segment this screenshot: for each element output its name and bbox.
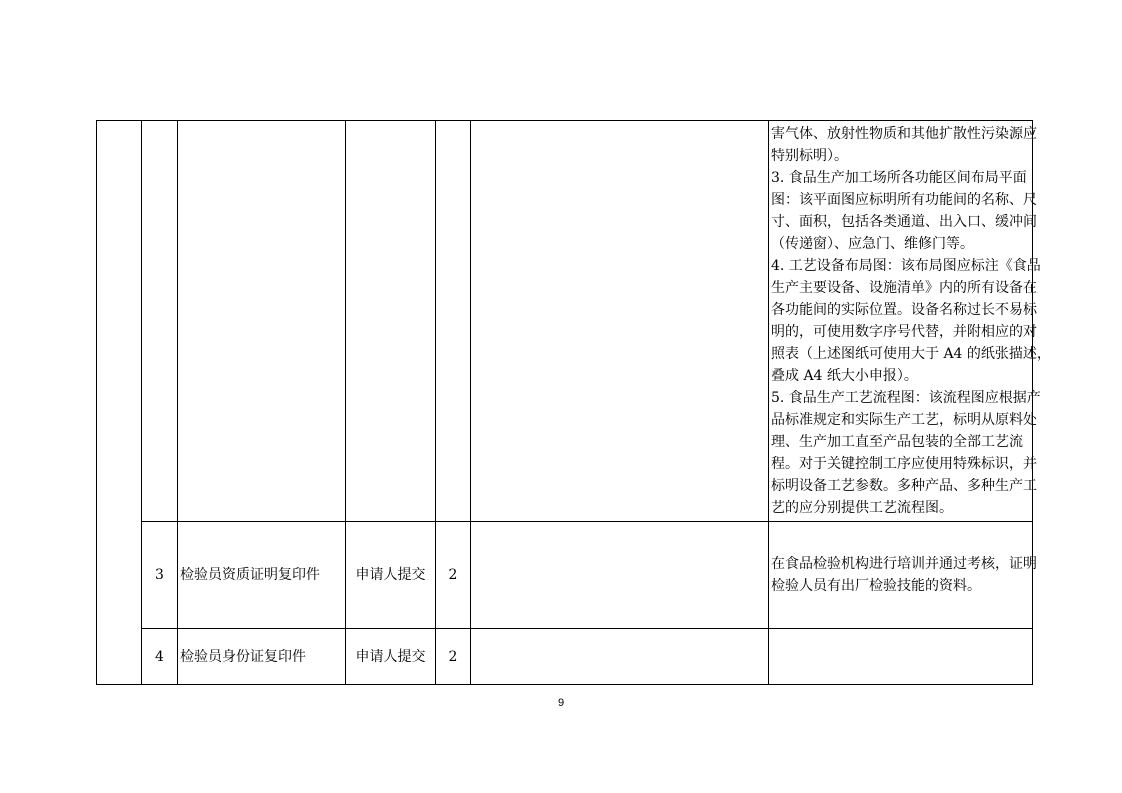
requirement-cell (769, 629, 1033, 685)
requirement-line: 叠成 A4 纸大小申报）。 (771, 368, 918, 384)
table-row (97, 522, 1033, 629)
copies-cell (436, 121, 471, 522)
row-number-cell (142, 121, 178, 522)
requirement-line: 3. 食品生产加工场所各功能区间布局平面 (771, 170, 1027, 186)
material-name-cell: 检验员身份证复印件 (178, 629, 346, 685)
materials-table (96, 120, 1051, 685)
requirement-line: 照表（上述图纸可使用大于 A4 的纸张描述， (771, 346, 1051, 362)
requirement-line: 明的，可使用数字序号代替，并附相应的对 (771, 324, 1037, 340)
category-cell (97, 121, 142, 685)
material-name-cell (178, 121, 346, 522)
requirement-cell (769, 522, 1037, 629)
requirement-line: 特别标明）。 (771, 148, 848, 164)
requirement-line: （传递窗）、应急门、维修门等。 (771, 236, 974, 252)
requirement-cell (769, 121, 1051, 522)
blank-cell (471, 121, 769, 522)
requirement-line: 检验人员有出厂检验技能的资料。 (771, 578, 981, 594)
source-cell: 申请人提交 (346, 522, 436, 629)
copies-cell: 2 (436, 522, 471, 629)
source-cell (346, 121, 436, 522)
requirement-line: 寸、面积，包括各类通道、出入口、缓冲间 (771, 214, 1037, 230)
page-number: 9 (557, 697, 565, 709)
requirement-line: 品标准规定和实际生产工艺，标明从原料处 (771, 412, 1037, 428)
requirement-line: 在食品检验机构进行培训并通过考核，证明 (771, 556, 1037, 572)
requirement-line: 各功能间的实际位置。设备名称过长不易标 (771, 302, 1037, 318)
requirement-line: 害气体、放射性物质和其他扩散性污染源应 (771, 126, 1037, 142)
requirement-line: 5. 食品生产工艺流程图：该流程图应根据产 (771, 390, 1041, 406)
requirement-line: 图：该平面图应标明所有功能间的名称、尺 (771, 192, 1037, 208)
row-number-cell: 3 (142, 522, 178, 629)
requirement-line: 4. 工艺设备布局图：该布局图应标注《食品 (771, 258, 1041, 274)
requirement-line: 程。对于关键控制工序应使用特殊标识，并 (771, 456, 1037, 472)
row-number-cell: 4 (142, 629, 178, 685)
table-row (97, 629, 1033, 685)
source-cell: 申请人提交 (346, 629, 436, 685)
blank-cell (471, 629, 769, 685)
requirement-line: 生产主要设备、设施清单》内的所有设备在 (771, 280, 1037, 296)
copies-cell: 2 (436, 629, 471, 685)
blank-cell (471, 522, 769, 629)
requirement-line: 艺的应分别提供工艺流程图。 (771, 500, 953, 516)
requirement-line: 标明设备工艺参数。多种产品、多种生产工 (771, 478, 1037, 494)
table-row (97, 121, 1033, 522)
requirement-line: 理、生产加工直至产品包装的全部工艺流 (771, 434, 1023, 450)
material-name-cell: 检验员资质证明复印件 (178, 522, 346, 629)
